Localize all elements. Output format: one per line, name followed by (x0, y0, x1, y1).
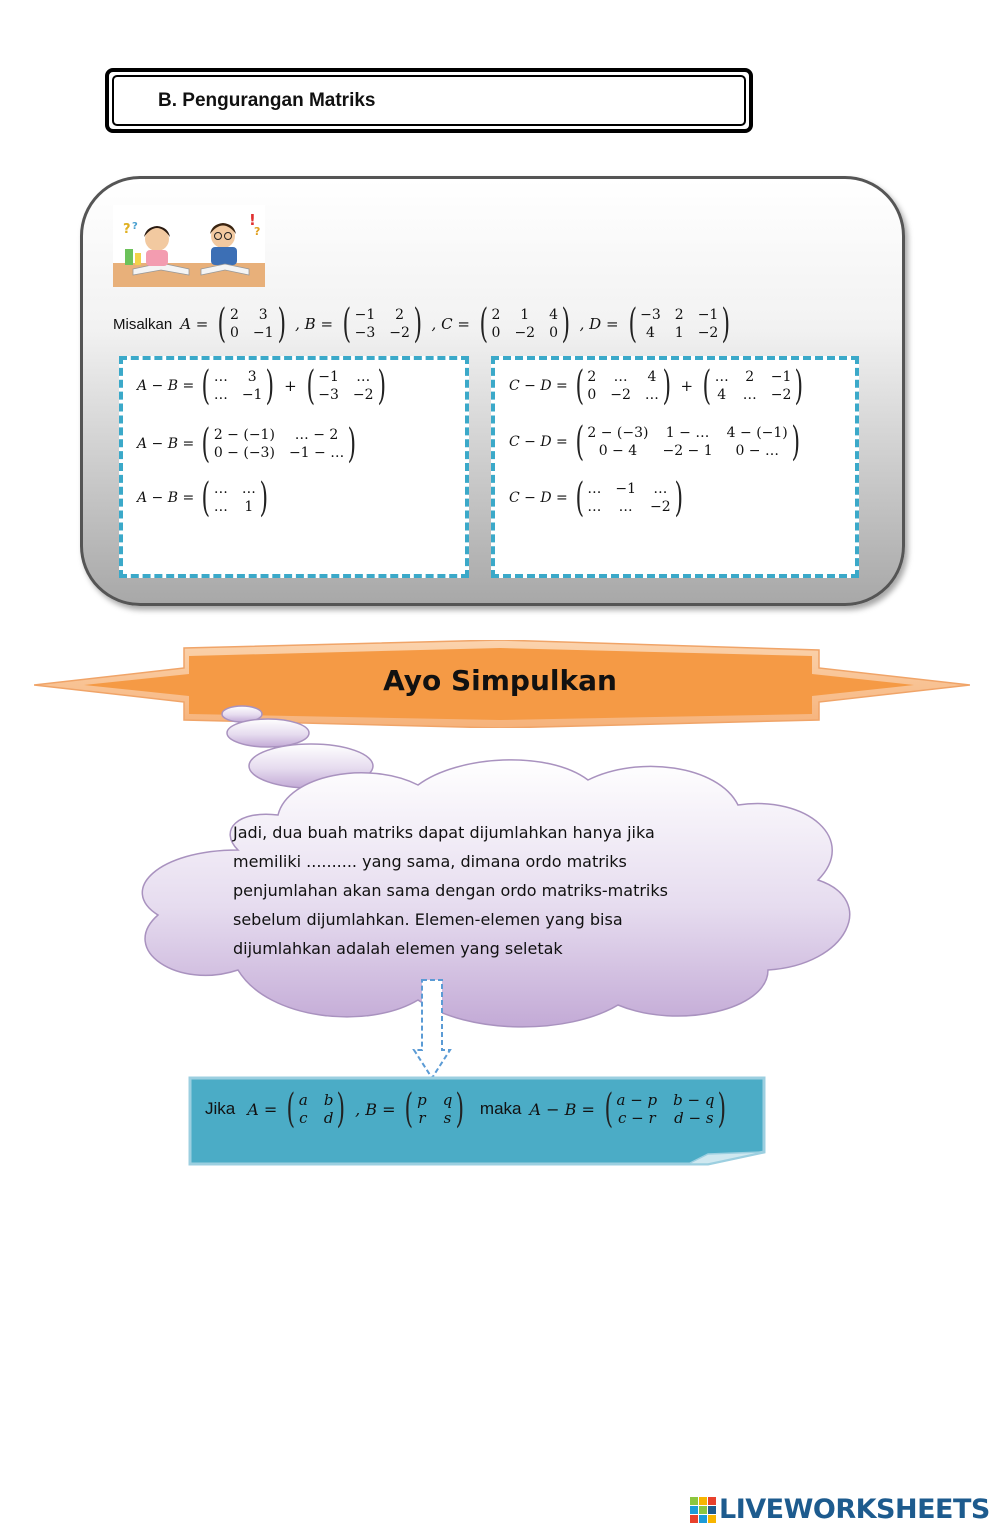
matrix-cell: 0 (549, 324, 558, 341)
matrix-cell: 4 (645, 324, 655, 341)
c-minus-d-step-2 (509, 419, 805, 465)
formula-maka: maka (479, 1099, 522, 1118)
matrix-grid (640, 307, 718, 342)
svg-text:?: ? (254, 225, 261, 238)
svg-text:!: ! (249, 211, 256, 229)
matrix-grid (587, 481, 670, 516)
matrix-grid (587, 425, 787, 460)
conclusion-line: dijumlahkan adalah elemen yang seletak (233, 939, 563, 958)
matrix-cell: 0 − … (735, 442, 779, 459)
step1-matrix-1: ( … 3 … −1 ) (201, 363, 275, 409)
matrix-cell: p (417, 1090, 427, 1109)
step2-matrix: ( 2 − (−1) … − 2 0 − (−3) −1 − … ) (201, 421, 357, 467)
liveworksheets-logo-icon (690, 1497, 716, 1523)
matrix-b-label: , B = (295, 315, 334, 333)
step-label: A − B = (137, 378, 195, 394)
formula-result-label: A − B = (529, 1099, 595, 1119)
matrix-cell: −2 (389, 324, 410, 341)
matrix-cell: s (443, 1108, 452, 1127)
matrix-cell: −1 (318, 368, 339, 385)
step1-matrix-1: ( 2 … 4 0 −2 … ) (575, 363, 672, 409)
a-minus-b-step-3 (137, 475, 273, 521)
matrix-cell: 1 (244, 498, 254, 515)
matrix-cell: a − p (616, 1090, 658, 1109)
matrix-grid (587, 369, 659, 404)
formula-b-label: , B = (355, 1099, 396, 1119)
matrix-grid (214, 481, 256, 516)
matrix-cell: 1 − … (665, 424, 710, 441)
matrix-cell: 2 (745, 368, 755, 385)
matrix-cell: −2 (770, 386, 792, 403)
matrix-b: ( −1 2 −3 −2 ) (342, 301, 423, 347)
step3-matrix: ( … −1 … … … −2 ) (575, 475, 683, 521)
matrix-cell: … (213, 498, 228, 515)
section-header (105, 68, 753, 133)
matrix-grid (417, 1092, 452, 1127)
matrix-cell: −1 (697, 306, 719, 323)
step-label: C − D = (509, 434, 568, 450)
matrix-cell: −2 (352, 386, 374, 403)
students-studying-illustration (113, 205, 265, 287)
matrix-cell: −1 (770, 368, 792, 385)
step1-matrix-2: ( −1 … −3 −2 ) (306, 363, 386, 409)
matrix-cell: −1 (354, 306, 376, 323)
matrix-grid (214, 427, 344, 462)
a-minus-b-step-2 (137, 421, 362, 467)
matrix-cell: −2 − 1 (662, 442, 713, 459)
work-box-a-minus-b (119, 356, 469, 578)
matrix-cell: 4 (717, 386, 727, 403)
conclusion-line: sebelum dijumlahkan. Elemen-elemen yang bisa (233, 910, 623, 929)
matrix-cell: 2 − (−3) (587, 424, 649, 441)
c-minus-d-step-1 (509, 363, 809, 409)
matrix-cell: d − s (674, 1108, 714, 1127)
plus-sign: + (680, 377, 694, 395)
section-title: B. Pengurangan Matriks (158, 89, 376, 111)
matrix-cell: c − r (617, 1108, 656, 1127)
matrix-d-label: , D = (579, 315, 619, 333)
matrix-cell: … (587, 498, 602, 515)
step-label: C − D = (509, 490, 568, 506)
matrix-cell: 1 (520, 306, 530, 323)
formula-jika: Jika (205, 1099, 236, 1118)
conclusion-text (233, 818, 703, 963)
intro-definitions (113, 303, 736, 345)
matrix-cell: −1 − … (288, 444, 345, 461)
matrix-cell: −1 (252, 324, 274, 341)
matrix-cell: 0 − (−3) (213, 444, 275, 461)
matrix-cell: … (213, 480, 228, 497)
matrix-cell: 0 (491, 324, 501, 341)
formula-result-matrix: ( a − p b − q c − r d − s ) (604, 1086, 727, 1132)
step3-matrix: ( … … … 1 ) (201, 475, 268, 521)
matrix-cell: … (613, 368, 628, 385)
matrix-cell: … (618, 498, 633, 515)
matrix-cell: … (742, 386, 757, 403)
formula-a-label: A = (247, 1099, 278, 1119)
matrix-cell: 2 (674, 306, 684, 323)
step1-matrix-2: ( … 2 −1 4 … −2 ) (702, 363, 804, 409)
step-label: C − D = (509, 378, 568, 394)
matrix-a-label: A = (180, 315, 209, 333)
matrix-cell: 4 − (−1) (726, 424, 788, 441)
intro-prefix: Misalkan (113, 315, 173, 333)
step2-matrix: ( 2 − (−3) 1 − … 4 − (−1) 0 − 4 −2 − 1 0 − … ) (575, 419, 800, 465)
matrix-grid (230, 307, 274, 342)
matrix-cell: −3 (640, 306, 661, 323)
matrix-cell: 2 − (−1) (213, 426, 275, 443)
matrix-grid (355, 307, 410, 342)
matrix-cell: 2 (587, 368, 597, 385)
matrix-cell: −2 (697, 324, 719, 341)
matrix-cell: 0 − 4 (598, 442, 638, 459)
matrix-cell: −3 (318, 386, 339, 403)
matrix-cell: … (356, 368, 371, 385)
matrix-cell: −2 (610, 386, 631, 403)
matrix-cell: d (323, 1108, 334, 1127)
matrix-cell: 2 (395, 306, 405, 323)
matrix-cell: −3 (354, 324, 376, 341)
matrix-cell: … (644, 386, 659, 403)
matrix-cell: 0 (229, 324, 239, 341)
matrix-cell: −2 (650, 498, 671, 515)
matrix-d: ( −3 2 −1 4 1 −2 ) (628, 301, 731, 347)
matrix-cell: a (298, 1090, 308, 1109)
plus-sign: + (284, 377, 297, 395)
matrix-cell: r (418, 1108, 426, 1127)
matrix-cell: −1 (241, 386, 263, 403)
matrix-cell: −2 (514, 324, 536, 341)
matrix-cell: q (442, 1090, 453, 1109)
matrix-grid (299, 1092, 334, 1127)
svg-text:?: ? (123, 222, 131, 237)
matrix-grid (617, 1092, 715, 1127)
matrix-cell: … − 2 (294, 426, 339, 443)
liveworksheets-logo (690, 1494, 990, 1525)
banner-title: Ayo Simpulkan (383, 664, 617, 697)
matrix-cell: −1 (615, 480, 636, 497)
formula-matrix-a: ( a b c d ) (286, 1086, 346, 1132)
matrix-grid (214, 369, 263, 404)
liveworksheets-brand: LIVEWORKSHEETS (719, 1494, 990, 1525)
matrix-cell: 3 (247, 368, 257, 385)
subtraction-formula (205, 1086, 732, 1132)
matrix-cell: 4 (549, 306, 558, 323)
svg-text:?: ? (132, 221, 138, 232)
matrix-c: ( 2 1 4 0 −2 0 ) (479, 301, 571, 347)
matrix-cell: 4 (647, 368, 657, 385)
a-minus-b-step-1 (137, 363, 391, 409)
matrix-cell: … (213, 368, 228, 385)
matrix-c-label: , C = (431, 315, 470, 333)
matrix-cell: … (587, 480, 602, 497)
conclusion-line: memiliki .......... yang sama, dimana ordo matriks (233, 852, 627, 871)
matrix-cell: 1 (674, 324, 684, 341)
conclusion-line: penjumlahan akan sama dengan ordo matriks-matriks (233, 881, 668, 900)
matrix-cell: 2 (229, 306, 239, 323)
formula-matrix-b: ( p q r s ) (404, 1086, 465, 1132)
matrix-cell: … (241, 480, 256, 497)
matrix-cell: 0 (587, 386, 597, 403)
c-minus-d-step-3 (509, 475, 688, 521)
step-label: A − B = (137, 436, 195, 452)
matrix-cell: c (299, 1108, 308, 1127)
matrix-cell: … (213, 386, 228, 403)
matrix-cell: 2 (491, 306, 501, 323)
matrix-grid (715, 369, 792, 404)
conclusion-line: Jadi, dua buah matriks dapat dijumlahkan hanya jika (233, 823, 655, 842)
down-arrow-icon (412, 978, 452, 1080)
section-header-inner (112, 75, 746, 126)
step-label: A − B = (137, 490, 195, 506)
matrix-cell: … (653, 480, 668, 497)
matrix-cell: b (323, 1090, 334, 1109)
matrix-cell: … (714, 368, 729, 385)
matrix-cell: b − q (673, 1090, 715, 1109)
matrix-a: ( 2 3 0 −1 ) (217, 301, 286, 347)
work-box-c-minus-d (491, 356, 859, 578)
matrix-grid (318, 369, 373, 404)
matrix-grid (492, 307, 558, 342)
matrix-cell: 3 (258, 306, 268, 323)
